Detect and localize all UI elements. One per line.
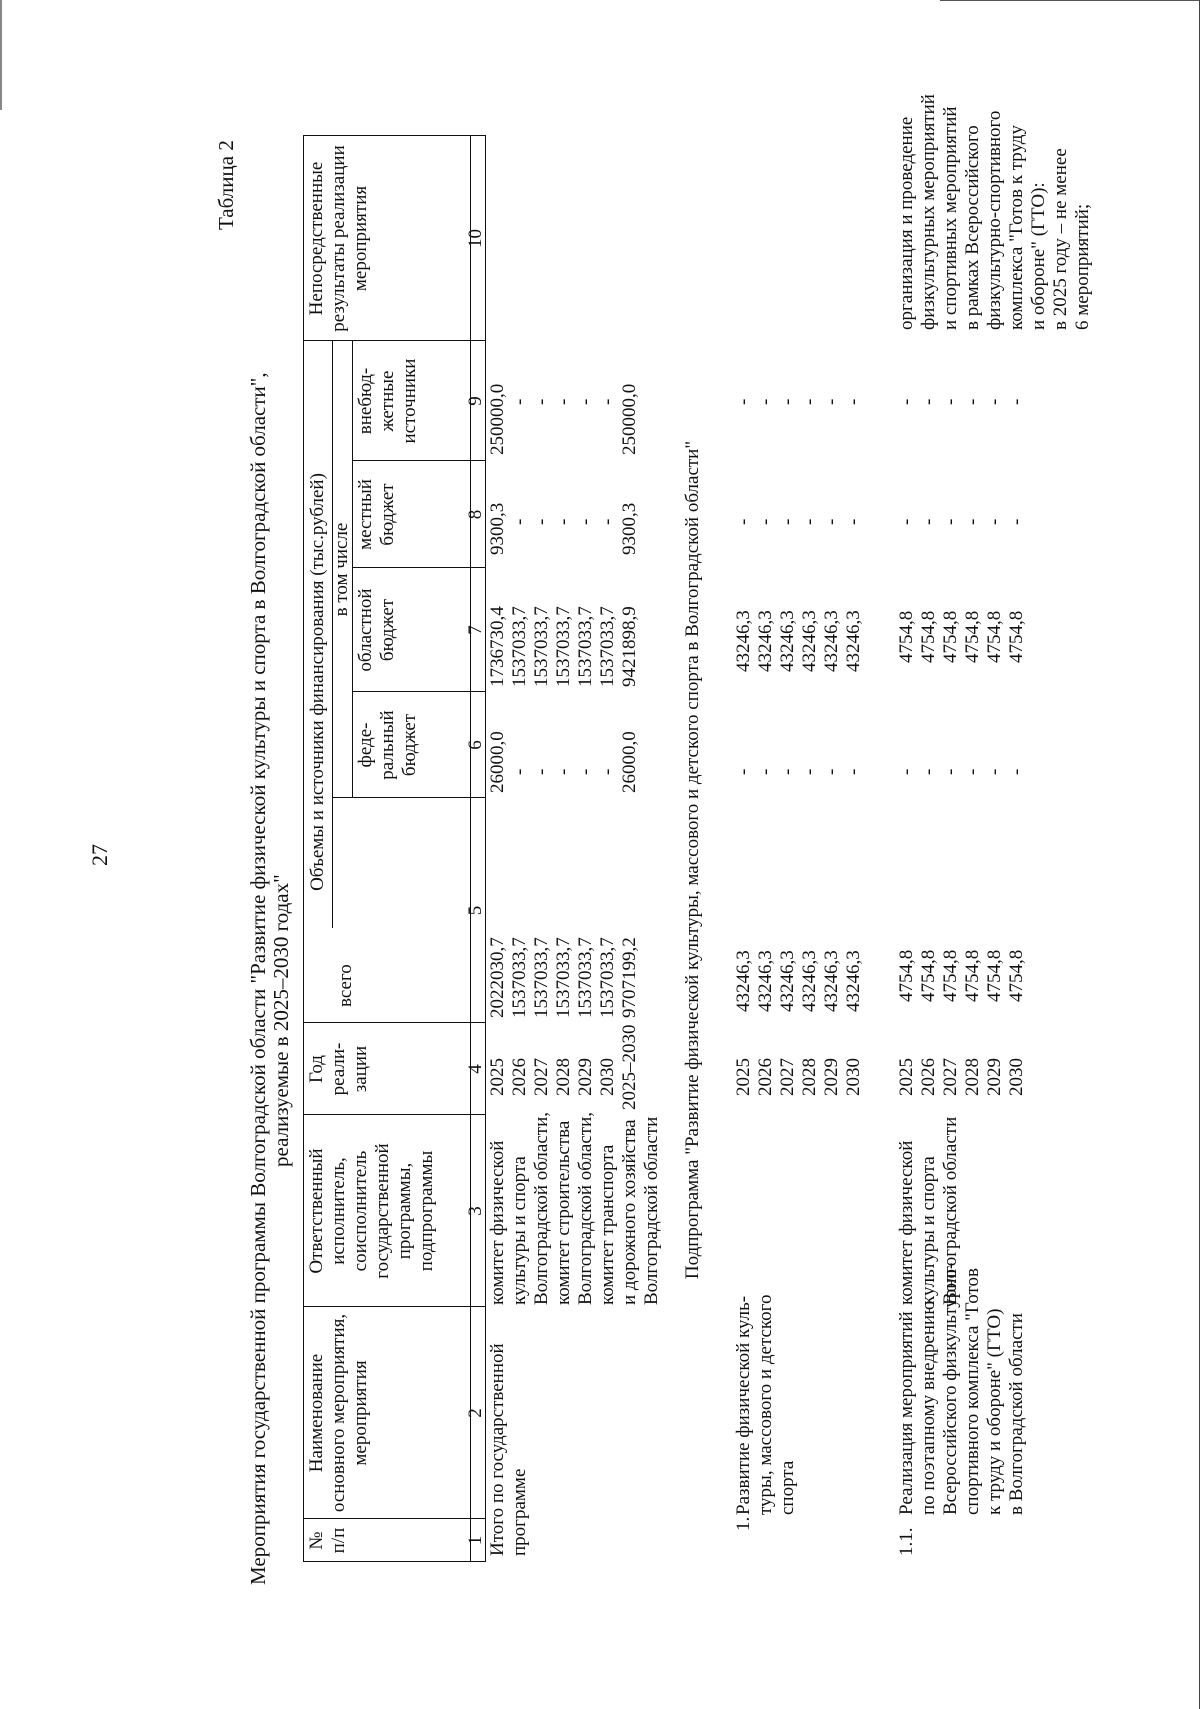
header-name: основного мероприятия, [328, 1313, 349, 1513]
row-year: 2028 [799, 1058, 820, 1096]
row-local: - [821, 518, 842, 525]
total-name: программе [509, 1468, 530, 1556]
row-year: 2027 [777, 1058, 798, 1096]
row-federal: - [799, 768, 820, 775]
header-extra: источники [399, 358, 420, 444]
total-federal: - [553, 768, 574, 775]
total-federal: 26000,0 [619, 731, 640, 793]
row-result: комплекса "Готов к труду [1006, 125, 1027, 330]
rotated-page [180, 94, 1190, 1585]
row-regional: 43246,3 [755, 610, 776, 672]
total-year: 2029 [575, 1058, 596, 1096]
header-result: Непосредственные [306, 161, 327, 316]
total-sum: 2022030,7 [487, 937, 508, 1018]
row-regional: 43246,3 [821, 610, 842, 672]
header-total: всего [335, 964, 356, 1007]
total-executor: комитет транспорта [597, 1144, 618, 1305]
row-result: физкультурно-спортивного [984, 110, 1005, 330]
header-year: реали- [328, 1042, 349, 1096]
row-total: 43246,3 [843, 950, 864, 1012]
total-sum: 1537033,7 [531, 937, 552, 1018]
page-number: 27 [87, 844, 112, 866]
column-number: 2 [465, 1408, 486, 1418]
column-number: 8 [465, 509, 486, 520]
row-local: - [755, 518, 776, 525]
row-extra: - [940, 398, 961, 405]
document-title: Мероприятия государственной программы Волгоградской области "Развитие физической культуры и спорта в Волгоградской области", [246, 372, 270, 1585]
total-sum: 1537033,7 [553, 937, 574, 1018]
row-name: спортивного комплекса "Готов [962, 1268, 983, 1515]
row-regional: 4754,8 [896, 610, 917, 663]
column-number: 5 [465, 905, 486, 916]
row-name: по поэтапному внедрению [918, 1300, 939, 1515]
total-executor: Волгоградской области, [575, 1112, 596, 1305]
row-total: 43246,3 [755, 950, 776, 1012]
header-name: мероприятия [350, 1360, 371, 1466]
row-extra: - [777, 398, 798, 405]
header-federal: феде- [355, 722, 376, 768]
column-number: 4 [465, 1064, 486, 1074]
row-local: - [940, 518, 961, 525]
total-extra: - [575, 398, 596, 405]
total-year: 2025 [487, 1058, 508, 1096]
header-year: зации [350, 1045, 371, 1093]
total-local: - [597, 518, 618, 525]
header-financing: Объемы и источники финансирования (тыс.рублей) [307, 473, 328, 891]
row-regional: 43246,3 [777, 610, 798, 672]
row-federal: - [755, 768, 776, 775]
total-sum: 1537033,7 [509, 937, 530, 1018]
total-regional: 1537033,7 [509, 606, 530, 687]
row-year: 2026 [755, 1058, 776, 1096]
row-name: спорта [777, 1460, 798, 1515]
row-regional: 43246,3 [799, 610, 820, 672]
header-including: в том числе [331, 522, 352, 617]
row-regional: 43246,3 [843, 610, 864, 672]
total-regional: 1537033,7 [575, 606, 596, 687]
row-federal: - [918, 768, 939, 775]
row-year: 2028 [962, 1058, 983, 1096]
scan-edge [940, 0, 1200, 1]
total-federal: - [531, 768, 552, 775]
row-year: 2030 [1006, 1058, 1027, 1096]
header-executor: программы, [394, 1162, 415, 1260]
total-local: - [553, 518, 574, 525]
row-year: 2027 [940, 1058, 961, 1096]
row-total: 4754,8 [918, 949, 939, 1002]
row-total: 43246,3 [799, 950, 820, 1012]
row-local: - [777, 518, 798, 525]
total-regional: 1736730,4 [487, 606, 508, 687]
total-executor: комитет физической [487, 1140, 508, 1305]
header-executor: подпрограммы [416, 1150, 437, 1272]
column-number: 9 [465, 396, 486, 406]
row-regional: 43246,3 [733, 610, 754, 672]
row-year: 2030 [843, 1058, 864, 1096]
header-result: результаты реализации [328, 145, 349, 332]
header-num: п/п [328, 1527, 349, 1554]
total-local: 9300,3 [619, 502, 640, 555]
row-year: 2029 [821, 1058, 842, 1096]
header-extra: жетные [377, 370, 398, 432]
row-extra: - [821, 398, 842, 405]
header-regional: областной [355, 588, 376, 672]
row-extra: - [896, 398, 917, 405]
row-total: 43246,3 [821, 950, 842, 1012]
row-federal: - [821, 768, 842, 775]
row-federal: - [1006, 768, 1027, 775]
row-local: - [984, 518, 1005, 525]
column-number: 10 [465, 229, 486, 248]
row-total: 4754,8 [962, 949, 983, 1002]
total-extra: 250000,0 [619, 383, 640, 455]
header-local: местный [355, 479, 376, 550]
total-extra: - [531, 398, 552, 405]
row-name: Всероссийского физкультурно- [940, 1262, 961, 1515]
header-local: бюджет [377, 483, 398, 546]
row-total: 4754,8 [984, 949, 1005, 1002]
row-extra: - [1006, 398, 1027, 405]
total-local: - [509, 518, 530, 525]
header-executor: соисполнитель [350, 1150, 371, 1272]
row-executor: комитет физической [896, 1140, 917, 1305]
total-sum: 1537033,7 [597, 937, 618, 1018]
column-number: 6 [465, 740, 486, 750]
row-executor: Волгоградской области [940, 1116, 961, 1305]
total-regional: 1537033,7 [597, 606, 618, 687]
header-year: Год [306, 1055, 327, 1083]
row-local: - [918, 518, 939, 525]
header-result: мероприятия [350, 185, 371, 292]
row-name: в Волгоградской области [1006, 1313, 1027, 1515]
row-total: 43246,3 [733, 950, 754, 1012]
total-local: - [575, 518, 596, 525]
header-name: Наименование [306, 1353, 327, 1473]
total-year: 2025–2030 [619, 1024, 640, 1110]
row-local: - [799, 518, 820, 525]
header-executor: исполнитель, [328, 1157, 349, 1265]
row-executor: культуры и спорта [918, 1156, 939, 1305]
row-result: и обороне" (ГТО): [1028, 182, 1049, 330]
row-result: 6 мероприятий; [1072, 203, 1093, 330]
total-sum: 1537033,7 [575, 937, 596, 1018]
total-executor: Волгоградской области [641, 1116, 662, 1305]
row-federal: - [843, 768, 864, 775]
total-federal: - [509, 768, 530, 775]
row-extra: - [918, 398, 939, 405]
row-extra: - [843, 398, 864, 405]
row-local: - [1006, 518, 1027, 525]
subprogram-title: Подпрограмма "Развитие физической культуры, массового и детского спорта в Волгоградской области" [682, 440, 703, 1280]
total-regional: 1537033,7 [553, 606, 574, 687]
header-executor: государственной [372, 1143, 393, 1279]
header-extra: внебюд- [355, 367, 376, 435]
total-extra: - [597, 398, 618, 405]
total-regional: 1537033,7 [531, 606, 552, 687]
row-regional: 4754,8 [984, 610, 1005, 663]
row-local: - [962, 518, 983, 525]
column-number: 1 [465, 1535, 486, 1546]
row-total: 4754,8 [940, 949, 961, 1002]
row-name: туры, массового и детского [755, 1294, 776, 1515]
total-federal: - [597, 768, 618, 775]
total-year: 2030 [597, 1058, 618, 1096]
column-number: 3 [465, 1206, 486, 1216]
total-executor: культуры и спорта [509, 1156, 530, 1305]
total-year: 2026 [509, 1058, 530, 1096]
total-name: Итого по государственной [487, 1343, 508, 1556]
row-extra: - [733, 398, 754, 405]
row-federal: - [896, 768, 917, 775]
row-result: и спортивных мероприятий [940, 106, 961, 330]
row-extra: - [799, 398, 820, 405]
row-year: 2029 [984, 1058, 1005, 1096]
row-federal: - [940, 768, 961, 775]
row-result: организация и проведение [896, 116, 917, 330]
row-result: физкультурных мероприятий [918, 94, 939, 330]
row-total: 4754,8 [1006, 949, 1027, 1002]
row-result: в рамках Всероссийского [962, 125, 983, 330]
total-year: 2027 [531, 1058, 552, 1096]
row-federal: - [733, 768, 754, 775]
row-total: 4754,8 [896, 949, 917, 1002]
total-local: - [531, 518, 552, 525]
row-regional: 4754,8 [940, 610, 961, 663]
header-federal: ральный [377, 710, 398, 780]
row-number: 1.1. [896, 1527, 917, 1556]
row-federal: - [962, 768, 983, 775]
column-number: 7 [465, 625, 486, 635]
row-local: - [843, 518, 864, 525]
row-local: - [733, 518, 754, 525]
row-extra: - [984, 398, 1005, 405]
header-federal: бюджет [399, 713, 420, 777]
total-local: 9300,3 [487, 502, 508, 555]
row-year: 2025 [896, 1058, 917, 1096]
total-regional: 9421898,9 [619, 606, 640, 687]
total-executor: Волгоградской области, [531, 1112, 552, 1305]
row-number: 1. [733, 1516, 754, 1531]
total-federal: - [575, 768, 596, 775]
row-name: Развитие физической куль- [733, 1295, 754, 1515]
total-federal: 26000,0 [487, 731, 508, 793]
header-executor: Ответственный [306, 1148, 327, 1274]
total-sum: 9707199,2 [619, 937, 640, 1018]
row-regional: 4754,8 [918, 610, 939, 663]
total-executor: комитет строительства [553, 1120, 574, 1305]
row-federal: - [984, 768, 1005, 775]
total-extra: - [509, 398, 530, 405]
row-regional: 4754,8 [962, 610, 983, 663]
table-border [303, 135, 304, 1562]
row-total: 43246,3 [777, 950, 798, 1012]
total-executor: и дорожного хозяйства [619, 1119, 640, 1305]
row-federal: - [777, 768, 798, 775]
row-name: к труду и обороне" (ГТО) [984, 1308, 1005, 1515]
row-extra: - [755, 398, 776, 405]
row-name: Реализация мероприятий [896, 1311, 917, 1515]
header-regional: бюджет [377, 598, 398, 662]
total-extra: - [553, 398, 574, 405]
row-local: - [896, 518, 917, 525]
document-title-line2: реализуемые в 2025–2030 годах" [269, 874, 293, 1167]
row-extra: - [962, 398, 983, 405]
total-extra: 250000,0 [487, 383, 508, 455]
table-label: Таблица 2 [214, 140, 238, 230]
total-year: 2028 [553, 1058, 574, 1096]
row-year: 2026 [918, 1058, 939, 1096]
row-result: в 2025 году – не менее [1050, 148, 1071, 330]
scan-edge [0, 0, 2, 110]
row-year: 2025 [733, 1058, 754, 1096]
row-regional: 4754,8 [1006, 610, 1027, 663]
header-num: № [306, 1531, 327, 1550]
